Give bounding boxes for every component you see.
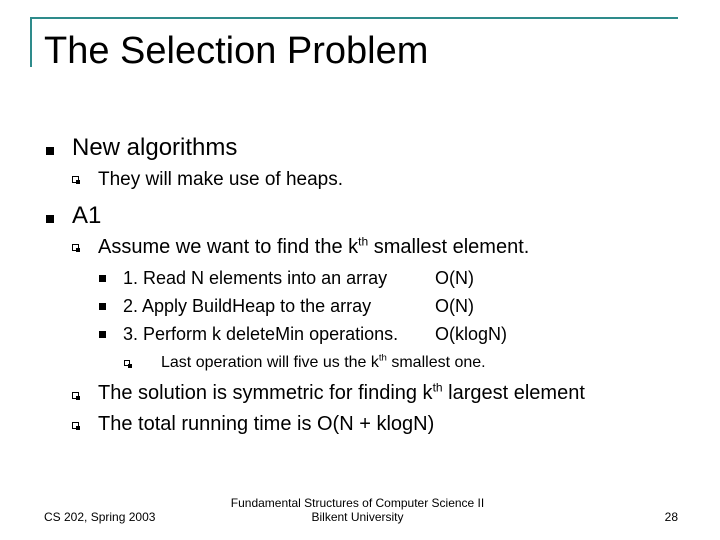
- step-2: [123, 296, 474, 317]
- assume-text-sup: th: [358, 234, 369, 249]
- bullet-a1: A1: [72, 202, 102, 229]
- assume-text-pre: Assume we want to find the k: [98, 236, 359, 258]
- bullet-heaps: They will make use of heaps.: [98, 169, 344, 190]
- footer-course-title: Fundamental Structures of Computer Science II: [230, 496, 485, 510]
- last-op-pre: Last operation will five us the k: [161, 354, 379, 371]
- symmetric-sup: th: [432, 380, 443, 395]
- footer-course: CS 202, Spring 2003: [44, 510, 156, 524]
- symmetric-pre: The solution is symmetric for finding k: [98, 382, 433, 404]
- bullet-last-operation: [161, 354, 486, 372]
- bullet-hollow-square-icon: [72, 422, 79, 429]
- bullet-square-icon: [46, 215, 54, 223]
- symmetric-post: largest element: [442, 382, 585, 404]
- step-2-cost: O(N): [435, 296, 474, 316]
- footer-center: [200, 496, 515, 524]
- step-2-text: 2. Apply BuildHeap to the array: [123, 296, 372, 316]
- bullet-square-icon: [46, 147, 54, 155]
- last-op-post: smallest one.: [386, 354, 486, 371]
- assume-text-post: smallest element.: [368, 236, 530, 258]
- step-1-cost: O(N): [435, 268, 474, 288]
- bullet-hollow-square-icon: [72, 176, 79, 183]
- step-3-text: 3. Perform k deleteMin operations.: [123, 324, 399, 344]
- step-1: [123, 268, 474, 289]
- bullet-hollow-square-icon: [124, 360, 130, 366]
- last-op-sup: th: [378, 352, 387, 364]
- step-3-cost: O(klogN): [435, 324, 508, 344]
- step-1-text: 1. Read N elements into an array: [123, 268, 388, 288]
- bullet-hollow-square-icon: [72, 392, 79, 399]
- footer-university: Bilkent University: [311, 510, 404, 524]
- bullet-square-icon: [99, 275, 106, 282]
- bullet-new-algorithms: New algorithms: [72, 134, 238, 161]
- bullet-square-icon: [99, 331, 106, 338]
- bullet-assume: [98, 236, 529, 259]
- bullet-symmetric: [98, 382, 585, 405]
- bullet-hollow-square-icon: [72, 244, 79, 251]
- title-frame-top: [30, 17, 678, 19]
- bullet-square-icon: [99, 303, 106, 310]
- step-3: [123, 324, 507, 345]
- slide-title: The Selection Problem: [44, 30, 429, 72]
- bullet-total-time: The total running time is O(N + klogN): [98, 413, 435, 435]
- title-frame-left: [30, 17, 32, 67]
- page-number: 28: [664, 510, 678, 524]
